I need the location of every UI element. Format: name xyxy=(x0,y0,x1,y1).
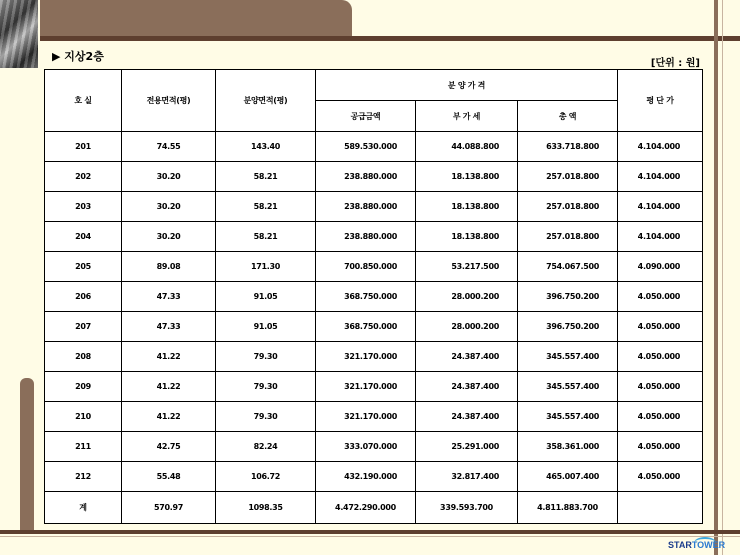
cell-bunyang: 171.30 xyxy=(216,252,316,282)
header-ho: 호 실 xyxy=(45,70,122,132)
cell-ho: 206 xyxy=(45,282,122,312)
cell-jeonyong: 41.22 xyxy=(122,342,216,372)
header-total: 총 액 xyxy=(518,101,618,132)
logo-star-text: STAR xyxy=(668,540,692,550)
cell-bunyang: 91.05 xyxy=(216,282,316,312)
cell-supply: 368.750.000 xyxy=(316,282,416,312)
cell-total: 396.750.200 xyxy=(518,312,618,342)
cell-ho: 207 xyxy=(45,312,122,342)
total-jeonyong: 570.97 xyxy=(122,492,216,524)
total-row xyxy=(45,492,703,524)
cell-bunyang: 82.24 xyxy=(216,432,316,462)
cell-total: 257.018.800 xyxy=(518,162,618,192)
cell-per-pyeong: 4.050.000 xyxy=(618,372,703,402)
cell-supply: 238.880.000 xyxy=(316,192,416,222)
floor-heading: ▶ 지상2층 xyxy=(52,50,104,63)
cell-bunyang: 143.40 xyxy=(216,132,316,162)
cell-jeonyong: 55.48 xyxy=(122,462,216,492)
cell-supply: 333.070.000 xyxy=(316,432,416,462)
table-row xyxy=(45,132,703,162)
header-per-pyeong: 평 단 가 xyxy=(618,70,703,132)
top-rule xyxy=(40,36,740,41)
cell-supply: 321.170.000 xyxy=(316,342,416,372)
cell-ho: 211 xyxy=(45,432,122,462)
header-vat: 부 가 세 xyxy=(416,101,518,132)
price-table xyxy=(44,69,703,524)
cell-supply: 238.880.000 xyxy=(316,162,416,192)
table-row xyxy=(45,252,703,282)
cell-vat: 24.387.400 xyxy=(416,402,518,432)
cell-vat: 18.138.800 xyxy=(416,222,518,252)
cell-total: 257.018.800 xyxy=(518,192,618,222)
cell-per-pyeong: 4.050.000 xyxy=(618,342,703,372)
cell-bunyang: 79.30 xyxy=(216,342,316,372)
table-row xyxy=(45,222,703,252)
cell-per-pyeong: 4.050.000 xyxy=(618,462,703,492)
cell-vat: 24.387.400 xyxy=(416,372,518,402)
header-jeonyong: 전용면적(평) xyxy=(122,70,216,132)
logo-tower-text: TOWER xyxy=(691,540,726,550)
cell-total: 754.067.500 xyxy=(518,252,618,282)
table-row xyxy=(45,402,703,432)
cell-jeonyong: 74.55 xyxy=(122,132,216,162)
cell-bunyang: 58.21 xyxy=(216,192,316,222)
table-row xyxy=(45,342,703,372)
cell-bunyang: 79.30 xyxy=(216,402,316,432)
cell-vat: 25.291.000 xyxy=(416,432,518,462)
cell-supply: 321.170.000 xyxy=(316,372,416,402)
cell-per-pyeong: 4.050.000 xyxy=(618,432,703,462)
cell-per-pyeong: 4.104.000 xyxy=(618,192,703,222)
table-row xyxy=(45,282,703,312)
cell-bunyang: 106.72 xyxy=(216,462,316,492)
header-price-group: 분 양 가 격 xyxy=(316,70,618,101)
cell-total: 465.007.400 xyxy=(518,462,618,492)
cell-bunyang: 91.05 xyxy=(216,312,316,342)
cell-bunyang: 79.30 xyxy=(216,372,316,402)
total-vat: 339.593.700 xyxy=(416,492,518,524)
cell-total: 633.718.800 xyxy=(518,132,618,162)
cell-total: 396.750.200 xyxy=(518,282,618,312)
unit-label: [단위 : 원] xyxy=(650,58,700,69)
cell-ho: 202 xyxy=(45,162,122,192)
cell-supply: 700.850.000 xyxy=(316,252,416,282)
cell-vat: 53.217.500 xyxy=(416,252,518,282)
cell-per-pyeong: 4.050.000 xyxy=(618,402,703,432)
star-tower-logo xyxy=(668,540,725,550)
cell-vat: 24.387.400 xyxy=(416,342,518,372)
cell-bunyang: 58.21 xyxy=(216,222,316,252)
total-total: 4.811.883.700 xyxy=(518,492,618,524)
cell-vat: 18.138.800 xyxy=(416,192,518,222)
cell-jeonyong: 47.33 xyxy=(122,312,216,342)
table-row xyxy=(45,372,703,402)
cell-ho: 210 xyxy=(45,402,122,432)
total-supply: 4.472.290.000 xyxy=(316,492,416,524)
building-photo xyxy=(0,0,38,68)
top-decorative-bar xyxy=(40,0,352,36)
cell-supply: 432.190.000 xyxy=(316,462,416,492)
table-row xyxy=(45,192,703,222)
cell-jeonyong: 41.22 xyxy=(122,402,216,432)
bottom-thin-rule xyxy=(0,536,740,537)
total-bunyang: 1098.35 xyxy=(216,492,316,524)
cell-supply: 238.880.000 xyxy=(316,222,416,252)
cell-ho: 209 xyxy=(45,372,122,402)
left-decorative-bar xyxy=(20,378,34,530)
cell-total: 345.557.400 xyxy=(518,402,618,432)
cell-per-pyeong: 4.050.000 xyxy=(618,282,703,312)
cell-vat: 44.088.800 xyxy=(416,132,518,162)
right-decorative-bar xyxy=(714,0,718,555)
right-rule xyxy=(722,0,723,555)
total-ho: 계 xyxy=(45,492,122,524)
cell-jeonyong: 42.75 xyxy=(122,432,216,462)
cell-jeonyong: 41.22 xyxy=(122,372,216,402)
cell-per-pyeong: 4.090.000 xyxy=(618,252,703,282)
cell-total: 345.557.400 xyxy=(518,372,618,402)
cell-ho: 201 xyxy=(45,132,122,162)
cell-jeonyong: 30.20 xyxy=(122,222,216,252)
cell-per-pyeong: 4.104.000 xyxy=(618,132,703,162)
table-row xyxy=(45,432,703,462)
cell-total: 358.361.000 xyxy=(518,432,618,462)
total-per-pyeong xyxy=(618,492,703,524)
cell-vat: 28.000.200 xyxy=(416,312,518,342)
table-row xyxy=(45,312,703,342)
cell-ho: 204 xyxy=(45,222,122,252)
cell-total: 257.018.800 xyxy=(518,222,618,252)
cell-supply: 589.530.000 xyxy=(316,132,416,162)
header-bunyang: 분양면적(평) xyxy=(216,70,316,132)
cell-vat: 18.138.800 xyxy=(416,162,518,192)
table-row xyxy=(45,462,703,492)
header-supply: 공급금액 xyxy=(316,101,416,132)
cell-bunyang: 58.21 xyxy=(216,162,316,192)
cell-per-pyeong: 4.050.000 xyxy=(618,312,703,342)
cell-ho: 205 xyxy=(45,252,122,282)
cell-ho: 208 xyxy=(45,342,122,372)
cell-supply: 368.750.000 xyxy=(316,312,416,342)
cell-jeonyong: 30.20 xyxy=(122,192,216,222)
cell-jeonyong: 89.08 xyxy=(122,252,216,282)
cell-supply: 321.170.000 xyxy=(316,402,416,432)
table-row xyxy=(45,162,703,192)
cell-ho: 203 xyxy=(45,192,122,222)
cell-jeonyong: 30.20 xyxy=(122,162,216,192)
bottom-rule xyxy=(0,530,740,534)
cell-per-pyeong: 4.104.000 xyxy=(618,162,703,192)
cell-ho: 212 xyxy=(45,462,122,492)
cell-total: 345.557.400 xyxy=(518,342,618,372)
cell-per-pyeong: 4.104.000 xyxy=(618,222,703,252)
cell-vat: 32.817.400 xyxy=(416,462,518,492)
cell-jeonyong: 47.33 xyxy=(122,282,216,312)
photo-texture xyxy=(0,0,38,68)
cell-vat: 28.000.200 xyxy=(416,282,518,312)
